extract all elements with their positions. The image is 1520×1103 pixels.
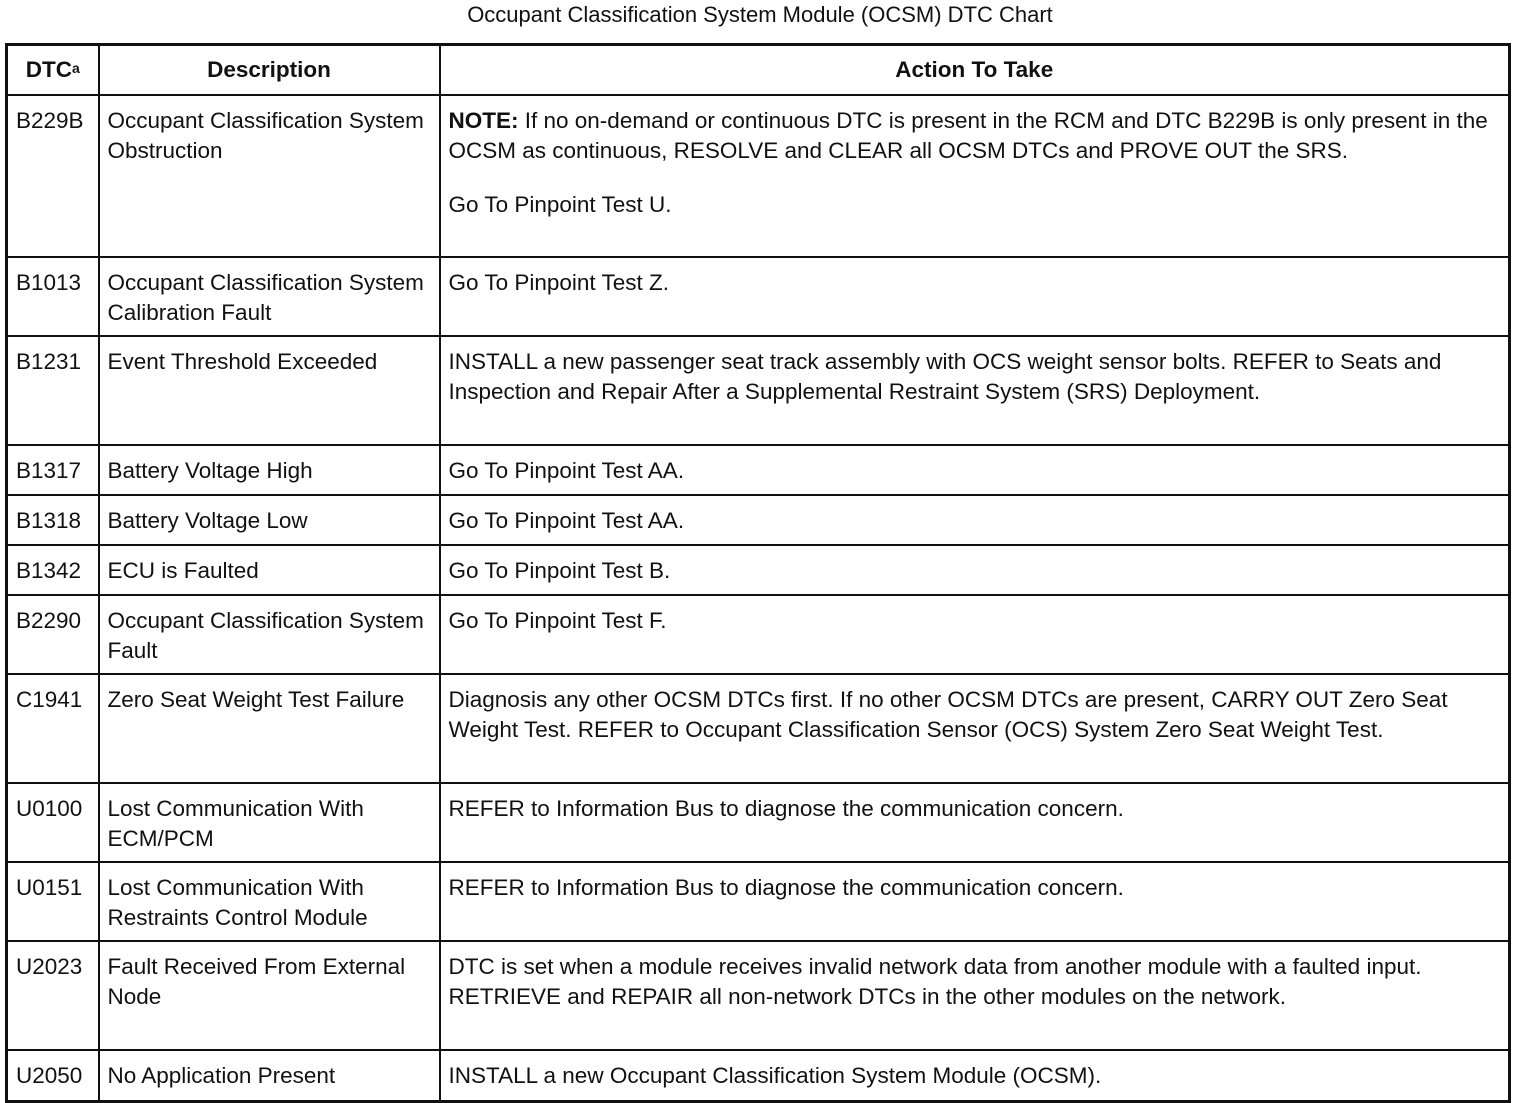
- table-row: [7, 941, 1510, 1050]
- header-action: Action To Take: [440, 45, 1510, 96]
- dtc-table: [5, 43, 1511, 1103]
- table-row: [7, 445, 1510, 495]
- dtc-description: No Application Present: [99, 1050, 440, 1102]
- note-paragraph: [449, 106, 1501, 166]
- dtc-action: Go To Pinpoint Test Z.: [440, 257, 1510, 336]
- dtc-code: U0100: [7, 783, 99, 862]
- dtc-description: Zero Seat Weight Test Failure: [99, 674, 440, 783]
- dtc-code: U2050: [7, 1050, 99, 1102]
- table-row: [7, 1050, 1510, 1102]
- table-row: [7, 95, 1510, 257]
- dtc-action: DTC is set when a module receives invalid network data from another module with a faulted input. RETRIEVE and REPAIR all non-network DTCs in the other modules on the network.: [440, 941, 1510, 1050]
- dtc-action: Go To Pinpoint Test AA.: [440, 445, 1510, 495]
- dtc-description: Fault Received From External Node: [99, 941, 440, 1050]
- dtc-code: B1342: [7, 545, 99, 595]
- header-dtc-label: DTC: [25, 57, 72, 82]
- dtc-description: Event Threshold Exceeded: [99, 336, 440, 445]
- table-row: [7, 783, 1510, 862]
- header-dtc: [7, 45, 99, 96]
- dtc-code: B1318: [7, 495, 99, 545]
- dtc-code: C1941: [7, 674, 99, 783]
- header-description: Description: [99, 45, 440, 96]
- dtc-code: B229B: [7, 95, 99, 257]
- note-text: If no on-demand or continuous DTC is present in the RCM and DTC B229B is only present in the OCSM as continuous, RESOLVE and CLEAR all OCSM DTCs and PROVE OUT the SRS.: [448, 108, 1488, 163]
- dtc-action: REFER to Information Bus to diagnose the communication concern.: [440, 783, 1510, 862]
- table-row: [7, 862, 1510, 941]
- dtc-description: Battery Voltage Low: [99, 495, 440, 545]
- table-row: [7, 674, 1510, 783]
- table-row: [7, 545, 1510, 595]
- dtc-description: ECU is Faulted: [99, 545, 440, 595]
- action-text: Go To Pinpoint Test U.: [448, 192, 672, 217]
- dtc-description: Occupant Classification System Calibration Fault: [99, 257, 440, 336]
- dtc-description: Battery Voltage High: [99, 445, 440, 495]
- dtc-description: Occupant Classification System Obstruction: [99, 95, 440, 257]
- dtc-action: INSTALL a new passenger seat track assembly with OCS weight sensor bolts. REFER to Seats and Inspection and Repair After a Supplemental Restraint System (SRS) Deployment.: [440, 336, 1510, 445]
- dtc-action: Go To Pinpoint Test AA.: [440, 495, 1510, 545]
- dtc-action: INSTALL a new Occupant Classification System Module (OCSM).: [440, 1050, 1510, 1102]
- dtc-action: [440, 95, 1510, 257]
- table-row: [7, 495, 1510, 545]
- dtc-code: B1231: [7, 336, 99, 445]
- table-row: [7, 336, 1510, 445]
- dtc-action: Go To Pinpoint Test F.: [440, 595, 1510, 674]
- table-row: [7, 595, 1510, 674]
- dtc-code: U0151: [7, 862, 99, 941]
- table-header-row: [7, 45, 1510, 96]
- chart-title: Occupant Classification System Module (OCSM) DTC Chart: [467, 2, 1053, 27]
- dtc-code: B1013: [7, 257, 99, 336]
- dtc-code: B1317: [7, 445, 99, 495]
- dtc-description: Occupant Classification System Fault: [99, 595, 440, 674]
- dtc-code: U2023: [7, 941, 99, 1050]
- header-dtc-footnote: a: [71, 60, 80, 76]
- dtc-action: Diagnosis any other OCSM DTCs first. If no other OCSM DTCs are present, CARRY OUT Zero Seat Weight Test. REFER to Occupant Classification Sensor (OCS) System Zero Seat Weight Test.: [440, 674, 1510, 783]
- dtc-code: B2290: [7, 595, 99, 674]
- note-label: NOTE:: [448, 108, 519, 133]
- table-row: [7, 257, 1510, 336]
- dtc-description: Lost Communication With ECM/PCM: [99, 783, 440, 862]
- dtc-description: Lost Communication With Restraints Control Module: [99, 862, 440, 941]
- dtc-action: Go To Pinpoint Test B.: [440, 545, 1510, 595]
- dtc-action: REFER to Information Bus to diagnose the communication concern.: [440, 862, 1510, 941]
